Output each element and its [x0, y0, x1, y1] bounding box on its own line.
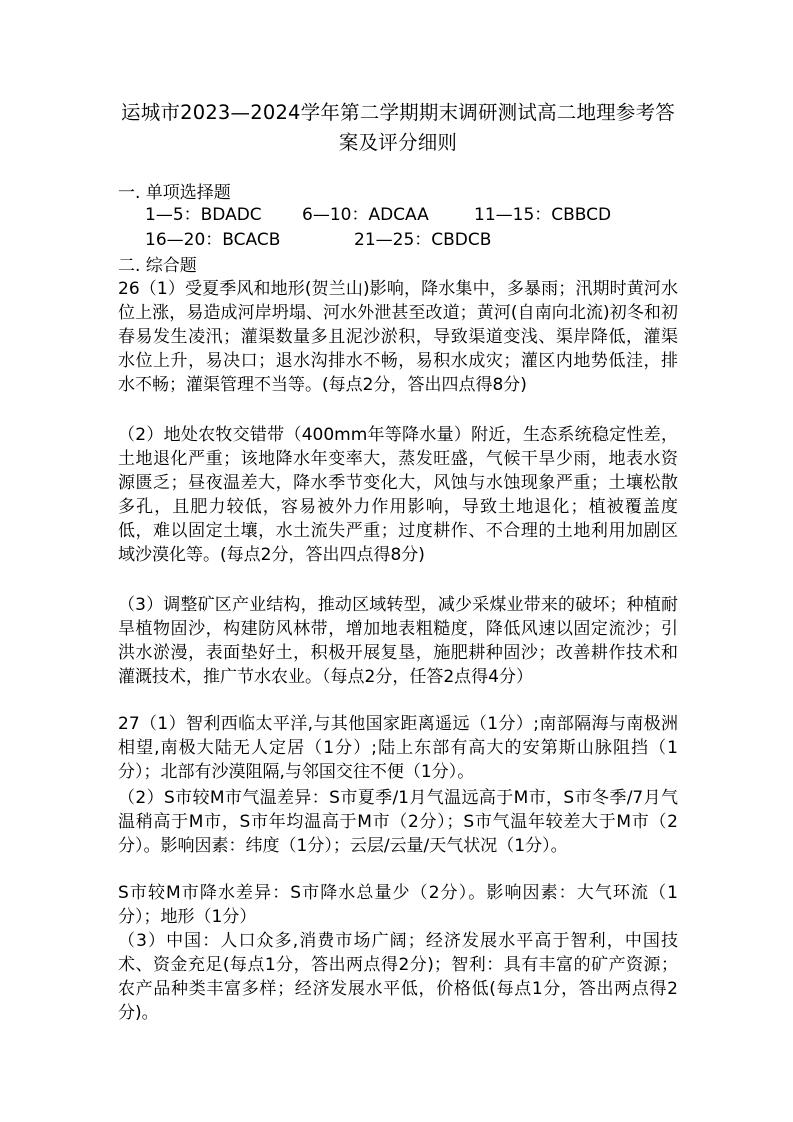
answer-group: 1—5：BDADC	[145, 205, 262, 225]
answer-group: 6—10：ADCAA	[302, 205, 429, 225]
answer-paragraph: （2）S市较M市气温差异：S市夏季/1月气温远高于M市，S市冬季/7月气温稍高于M市，S市年均温高于M市（2分）；S市气温年较差大于M市（2分）。影响因素：纬度（1分）；云层/云量/天气状况（1分）。	[118, 788, 678, 856]
answer-group: 11—15：CBBCD	[474, 205, 612, 225]
page-title: 运城市2023—2024学年第二学期期末调研测试高二地理参考答案及评分细则	[121, 101, 675, 154]
answer-paragraph: （3）中国：人口众多,消费市场广阔；经济发展水平高于智利，中国技术、资金充足(每点1分，答出两点得2分)；智利：具有丰富的矿产资源；农产品种类丰富多样；经济发展水平低，价格低(每点1分，答出两点得2分)。	[118, 931, 678, 1023]
answer-group: 21—25：CBDCB	[354, 230, 492, 250]
section-heading-comprehensive: 二. 综合题	[118, 256, 197, 276]
answer-paragraph: （3）调整矿区产业结构，推动区域转型，减少采煤业带来的破坏；种植耐旱植物固沙，构建防风林带，增加地表粗糙度，降低风速以固定流沙；引洪水淤漫，表面垫好土，积极开展复垦，施肥耕种固沙；改善耕作技术和灌溉技术，推广节水农业。（每点2分，任答2点得4分）	[118, 595, 678, 687]
answer-paragraph: （2）地处农牧交错带（400mm年等降水量）附近，生态系统稳定性差，土地退化严重；该地降水年变率大，蒸发旺盛，气候干旱少雨，地表水资源匮乏；昼夜温差大，降水季节变化大，风蚀与水蚀现象严重；土壤松散多孔，且肥力较低，容易被外力作用影响，导致土地退化；植被覆盖度低，难以固定土壤，水土流失严重；过度耕作、不合理的土地利用加剧区域沙漠化等。(每点2分，答出四点得8分)	[118, 425, 678, 565]
answer-paragraph: 26（1）受夏季风和地形(贺兰山)影响，降水集中，多暴雨；汛期时黄河水位上涨，易造成河岸坍塌、河水外泄甚至改道；黄河(自南向北流)初冬和初春易发生凌汛；灌渠数量多且泥沙淤积，导致渠道变浅、渠岸降低，灌渠水位上升，易决口；退水沟排水不畅，易积水成灾；灌区内地势低洼，排水不畅；灌渠管理不当等。(每点2分，答出四点得8分)	[118, 279, 678, 395]
section-heading-choice: 一. 单项选择题	[118, 183, 231, 203]
answer-group: 16—20：BCACB	[145, 230, 281, 250]
answer-paragraph: S市较M市降水差异：S市降水总量少（2分）。影响因素：大气环流（1分）；地形（1分）	[118, 883, 678, 927]
answer-paragraph: 27（1）智利西临太平洋,与其他国家距离遥远（1分）;南部隔海与南极洲相望,南极大陆无人定居（1分）;陆上东部有高大的安第斯山脉阻挡（1分）；北部有沙漠阻隔,与邻国交往不便（1分）。	[118, 714, 678, 782]
